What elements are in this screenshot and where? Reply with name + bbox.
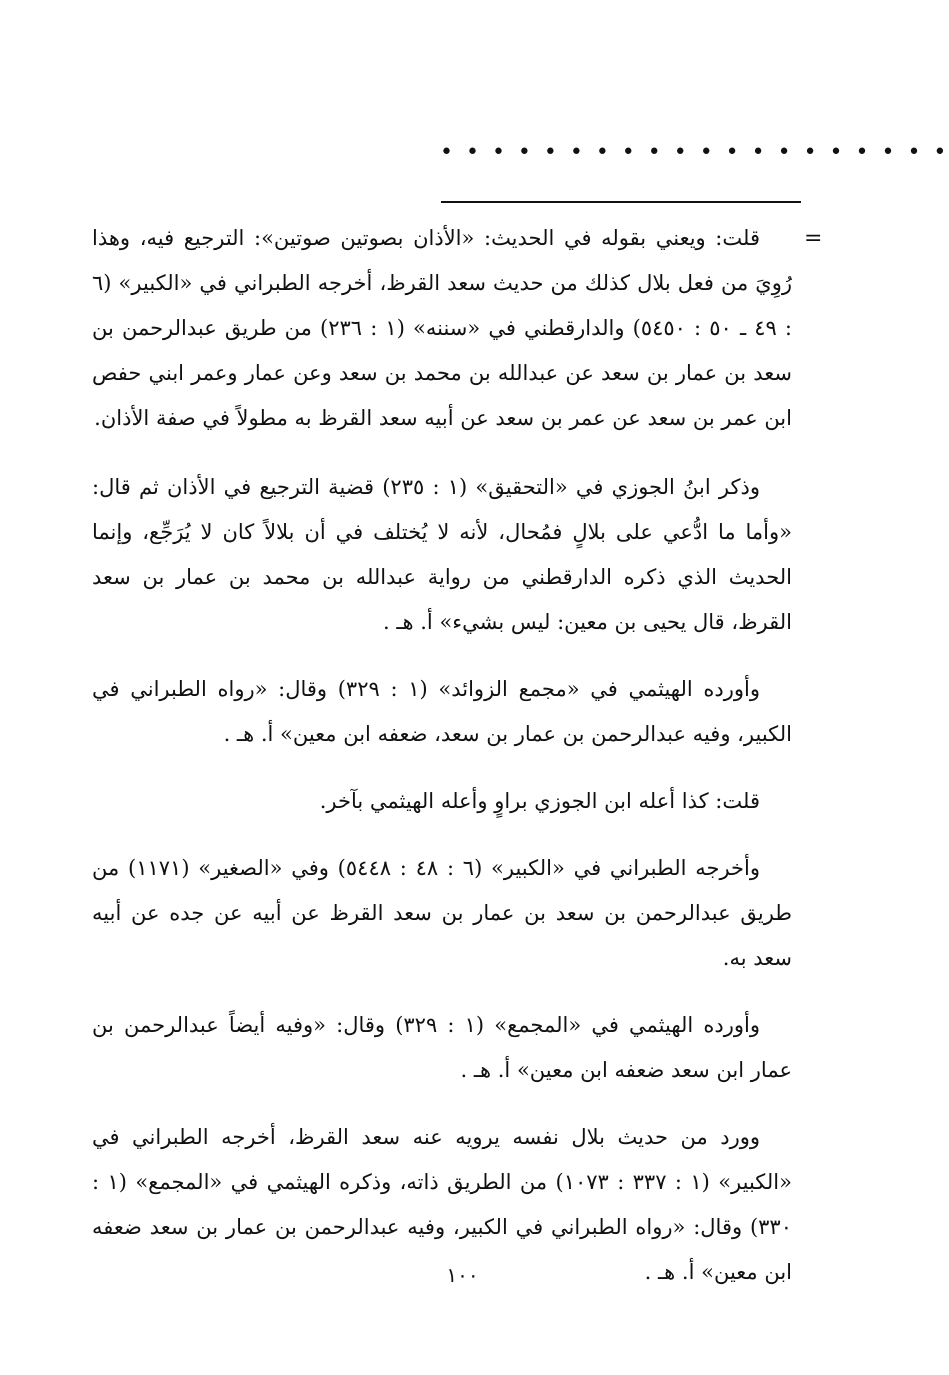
paragraph-3: وأورده الهيثمي في «مجمع الزوائد» (١ : ٣٢٩) وقال: «رواه الطبراني في الكبير، وفيه عبدالرحمن بن عمار بن سعد، ضعفه ابن معين» أ. هـ . [92, 677, 792, 746]
paragraph-4: قلت: كذا أعله ابن الجوزي براوٍ وأعله الهيثمي بآخر. [319, 789, 760, 813]
paragraph-5: وأخرجه الطبراني في «الكبير» (٦ : ٤٨ : ٥٤٤٨) وفي «الصغير» (١١٧١) من طريق عبدالرحمن بن سعد بن عمار بن سعد القرظ عن أبيه عن جده عن أبيه سعد به. [92, 856, 792, 970]
footnote-dotted-separator: • • • • • • • • • • • • • • • • • • • • [440, 140, 949, 165]
footnote-rule [441, 201, 801, 203]
paragraph-2: وذكر ابنُ الجوزي في «التحقيق» (١ : ٢٣٥) قضية الترجيع في الأذان ثم قال: «وأما ما ادُّعي على بلالٍ فمُحال، لأنه لا يُختلف في أن بلالاً كان لا يُرَجِّع، وإنما الحديث الذي ذكره الدارقطني من رواية عبدالله بن محمد بن عمار بن سعد القرظ، قال يحيى بن معين: ليس بشيء» أ. هـ . [92, 475, 792, 634]
paragraph-7: وورد من حديث بلال نفسه يرويه عنه سعد القرظ، أخرجه الطبراني في «الكبير» (١ : ٣٣٧ : ١٠٧٣) من الطريق ذاته، وذكره الهيثمي في «المجمع» (١ : ٣٣٠) وقال: «رواه الطبراني في الكبير، وفيه عبدالرحمن بن عمار بن سعد ضعفه ابن معين» أ. هـ . [92, 1125, 792, 1284]
page-number: ١٠٠ [446, 1263, 479, 1287]
paragraph-1: قلت: ويعني بقوله في الحديث: «الأذان بصوتين صوتين»: الترجيع فيه، وهذا رُوِيَ من فعل بلال كذلك من حديث سعد القرظ، أخرجه الطبراني في «الكبير» (٦ : ٤٩ ـ ٥٠ : ٥٤٥٠) والدارقطني في «سننه» (١ : ٢٣٦) من طريق عبدالرحمن بن سعد بن عمار بن سعد عن عبدالله بن محمد بن سعد وعن عمار وعمر ابني حفص ابن عمر بن سعد عن عمر بن سعد عن أبيه سعد القرظ به مطولاً في صفة الأذان. [92, 226, 792, 430]
paragraph-6: وأورده الهيثمي في «المجمع» (١ : ٣٢٩) وقال: «وفيه أيضاً عبدالرحمن بن عمار ابن سعد ضعفه ابن معين» أ. هـ . [92, 1013, 792, 1082]
footnote-body [92, 216, 792, 1295]
continuation-mark: = [804, 226, 823, 251]
